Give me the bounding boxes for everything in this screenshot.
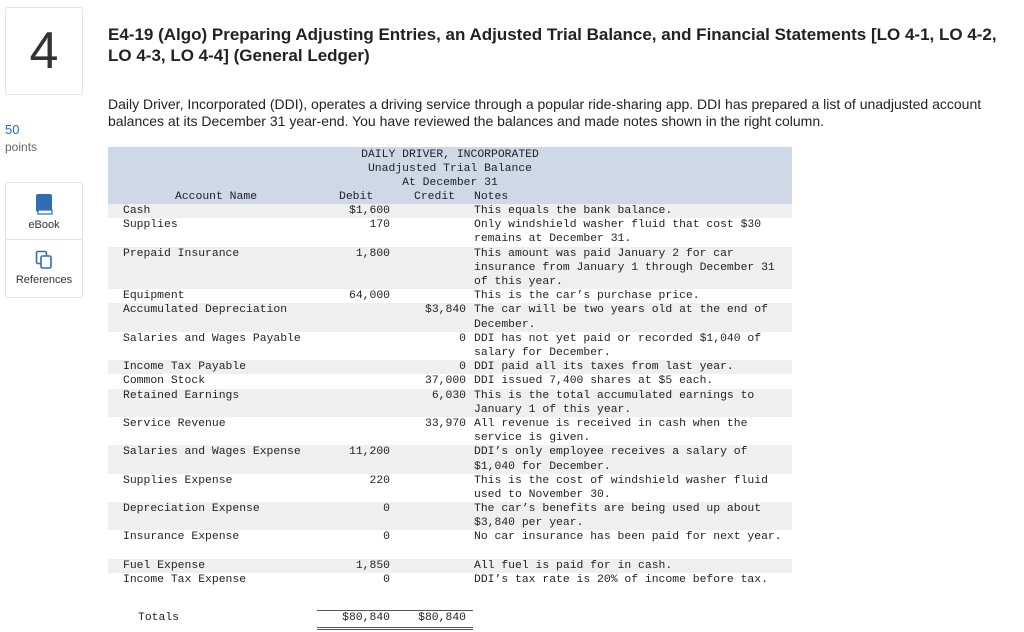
question-intro: Daily Driver, Incorporated (DDI), operates a driving service through a popular ride-sharing app. DDI has prepared a list of unadjusted account balances at its December 31 year-end. You have reviewed the balances and made notes shown in the right column. [108, 96, 982, 129]
notes-cell: DDI has not yet paid or recorded $1,040 of salary for December. [474, 332, 762, 359]
credit-cell: $3,840 [424, 304, 466, 317]
debit-cell: 0 [383, 503, 390, 516]
debit-cell: 0 [383, 531, 390, 544]
notes-cell: No car insurance has been paid for next year. [474, 531, 782, 544]
references-button[interactable] [5, 240, 83, 298]
debit-cell: 1,850 [355, 559, 390, 572]
notes-cell: This equals the bank balance. [474, 205, 673, 217]
account-name-cell: Prepaid Insurance [123, 247, 240, 260]
account-name-cell: Common Stock [123, 375, 206, 388]
debit-cell: 170 [369, 219, 390, 232]
table-row [108, 389, 792, 417]
account-name-cell: Salaries and Wages Expense [123, 446, 301, 459]
table-body [108, 204, 792, 627]
notes-cell: DDI’s only employee receives a salary of $1,040 for December. [474, 446, 748, 473]
table-row [108, 559, 792, 573]
account-name-cell: Equipment [123, 290, 185, 303]
total-debit: $80,840 [342, 612, 390, 625]
table-row [108, 502, 792, 530]
debit-cell: 0 [383, 574, 390, 587]
question-title: E4-19 (Algo) Preparing Adjusting Entries, an Adjusted Trial Balance, and Financial Statements [LO 4-1, LO 4-2, LO 4-3, LO 4-4] (General Ledger) [108, 25, 997, 65]
credit-cell: 0 [459, 361, 466, 374]
table-row [108, 204, 792, 218]
account-name-cell: Income Tax Payable [123, 361, 247, 374]
account-name-cell: Insurance Expense [123, 531, 240, 544]
table-row [108, 445, 792, 473]
table-row [108, 573, 792, 601]
notes-cell: This amount was paid January 2 for car insurance from January 1 through December 31 of this year. [474, 247, 775, 288]
notes-cell: DDI’s tax rate is 20% of income before tax. [474, 574, 768, 587]
report-date: At December 31 [402, 177, 498, 189]
account-name-cell: Cash [123, 205, 151, 217]
notes-cell: This is the cost of windshield washer fluid used to November 30. [474, 474, 768, 501]
account-name-cell: Supplies Expense [123, 474, 233, 487]
notes-cell: All fuel is paid for in cash. [474, 559, 673, 572]
table-row [108, 417, 792, 445]
totals-row [108, 611, 792, 627]
credit-cell: 6,030 [431, 389, 466, 402]
notes-cell: Only windshield washer fluid that cost $30 remains at December 31. [474, 219, 762, 246]
table-row [108, 247, 792, 290]
ebook-button[interactable] [5, 182, 83, 240]
company-name: DAILY DRIVER, INCORPORATED [361, 149, 539, 161]
totals-rule [317, 610, 473, 611]
col-debit: Debit [339, 191, 374, 203]
account-name-cell: Salaries and Wages Payable [123, 332, 301, 345]
notes-cell: All revenue is received in cash when the service is given. [474, 417, 748, 445]
notes-cell: The car will be two years old at the end of December. [474, 304, 768, 331]
account-name-cell: Fuel Expense [123, 559, 206, 572]
col-notes: Notes [474, 191, 509, 203]
account-name-cell: Accumulated Depreciation [123, 304, 288, 317]
references-label: References [15, 274, 73, 286]
debit-cell: $1,600 [348, 205, 390, 217]
notes-cell: This is the total accumulated earnings to January 1 of this year. [474, 389, 755, 416]
account-name-cell: Depreciation Expense [123, 503, 260, 516]
points-value: 50 [5, 122, 20, 137]
points-label: points [5, 140, 38, 154]
table-row [108, 218, 792, 246]
notes-cell: DDI issued 7,400 shares at $5 each. [474, 375, 714, 388]
table-row [108, 332, 792, 360]
points-panel [5, 122, 37, 154]
copy-icon [35, 250, 53, 270]
col-credit: Credit [414, 191, 456, 203]
credit-cell: 0 [459, 332, 466, 345]
report-name: Unadjusted Trial Balance [367, 163, 533, 175]
debit-cell: 64,000 [348, 290, 390, 303]
account-name-cell: Supplies [123, 219, 178, 232]
debit-cell: 1,800 [355, 247, 390, 260]
table-row [108, 530, 792, 558]
credit-cell: 37,000 [424, 375, 466, 388]
notes-cell: DDI paid all its taxes from last year. [474, 361, 734, 374]
totals-double-rule [317, 629, 473, 630]
total-credit: $80,840 [418, 612, 466, 625]
table-row [108, 374, 792, 388]
notes-cell: The car’s benefits are being used up about $3,840 per year. [474, 503, 762, 530]
table-header [108, 147, 792, 190]
totals-label: Totals [138, 612, 180, 625]
ebook-label: eBook [28, 219, 60, 231]
debit-cell: 11,200 [348, 446, 390, 459]
column-headers [108, 190, 792, 204]
account-name-cell: Retained Earnings [123, 389, 240, 402]
table-row [108, 303, 792, 331]
col-account: Account Name [175, 191, 258, 203]
account-name-cell: Income Tax Expense [123, 574, 247, 587]
table-row [108, 474, 792, 502]
debit-cell: 220 [369, 474, 390, 487]
totals-double-rule [317, 627, 473, 628]
table-row [108, 360, 792, 374]
account-name-cell: Service Revenue [123, 417, 226, 430]
notes-cell: This is the car’s purchase price. [474, 290, 700, 303]
question-number: 4 [5, 7, 83, 95]
book-icon [35, 193, 53, 215]
credit-cell: 33,970 [424, 417, 466, 430]
trial-balance-table [108, 147, 792, 627]
table-row [108, 289, 792, 303]
